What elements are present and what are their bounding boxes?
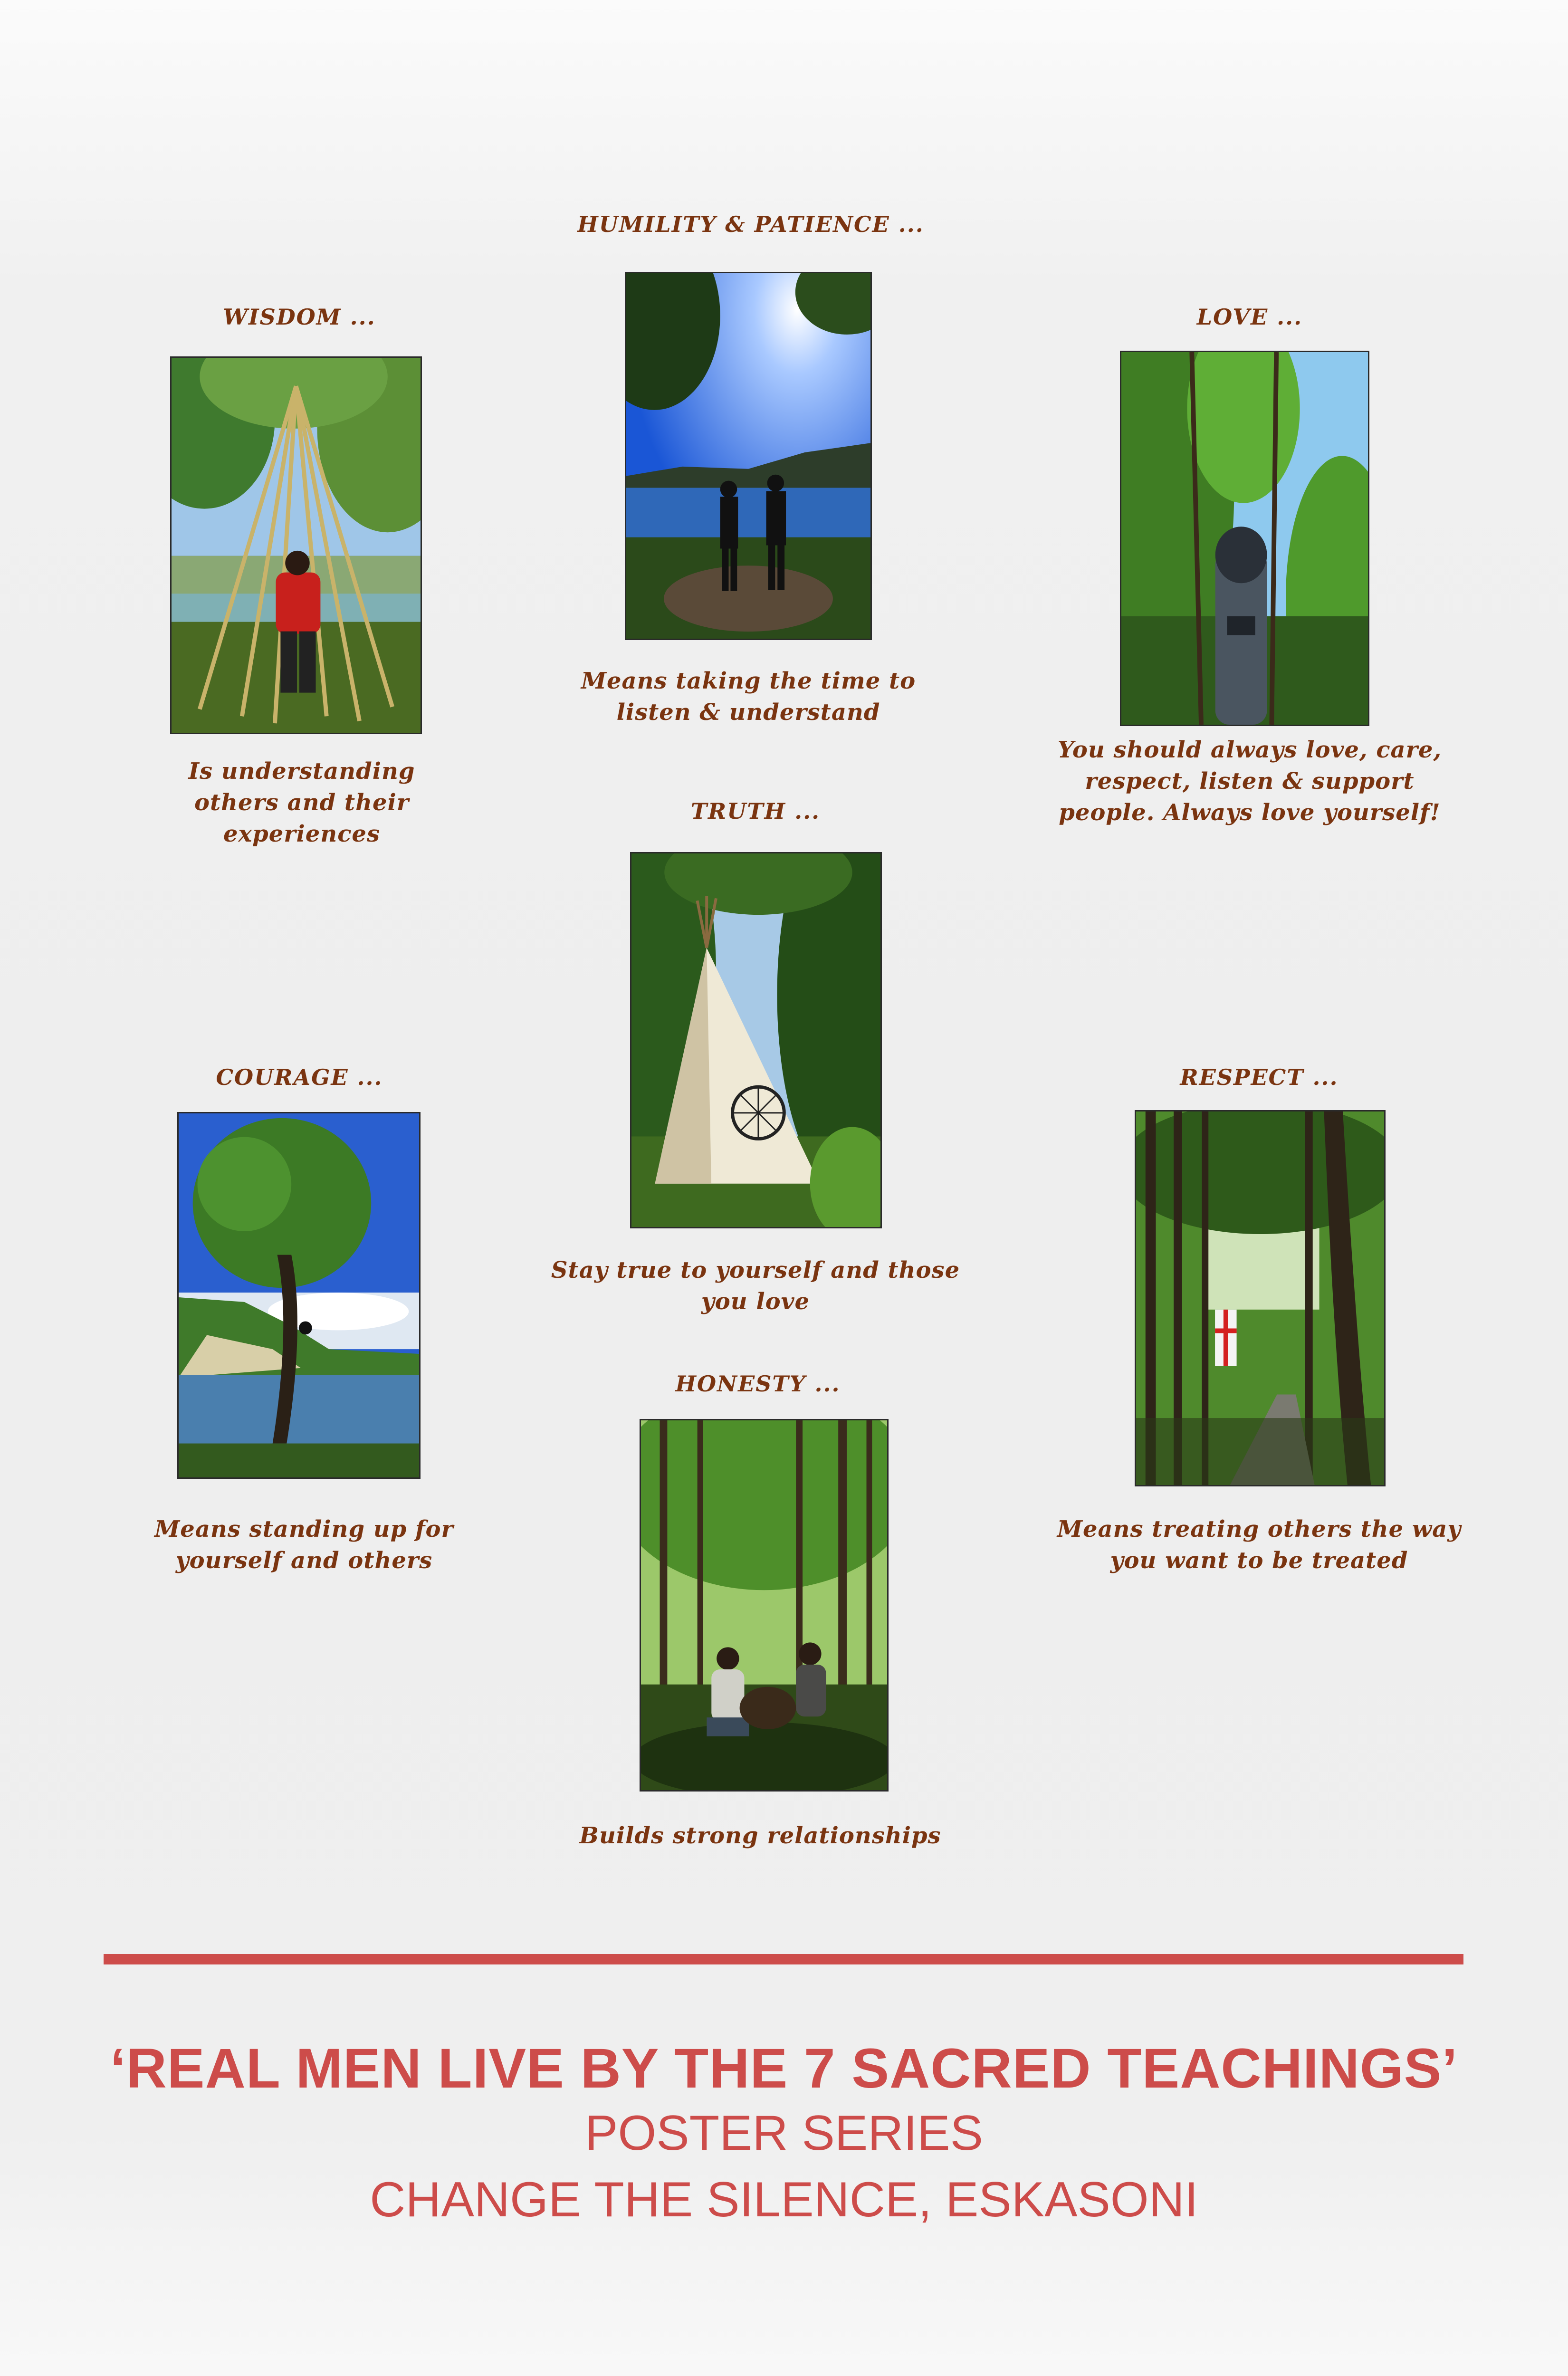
truth-caption: Stay true to yourself and those you love — [551, 1257, 960, 1315]
poster-organization-line: CHANGE THE SILENCE, ESKASONI — [370, 2172, 1198, 2227]
courage-label: COURAGE ... — [216, 1064, 383, 1090]
wisdom-label: WISDOM ... — [223, 304, 376, 330]
respect-label: RESPECT ... — [1180, 1064, 1339, 1090]
courage-photo — [177, 1112, 421, 1479]
wisdom-photo — [170, 356, 422, 734]
love-label: LOVE ... — [1196, 304, 1303, 330]
humility-patience-label: HUMILITY & PATIENCE ... — [577, 211, 924, 237]
respect-photo — [1135, 1110, 1386, 1486]
wisdom-caption: Is understanding others and their experiences — [188, 758, 415, 847]
love-caption: You should always love, care, respect, listen & support people. Always love yourself! — [1057, 737, 1442, 826]
footer-divider — [104, 1954, 1463, 1964]
poster-series-line: POSTER SERIES — [585, 2106, 983, 2161]
truth-photo — [630, 852, 882, 1228]
love-photo — [1120, 351, 1369, 726]
honesty-label: HONESTY ... — [675, 1371, 841, 1397]
truth-label: TRUTH ... — [690, 798, 821, 824]
respect-caption: Means treating others the way you want to be treated — [1057, 1516, 1462, 1574]
poster-title: ‘REAL MEN LIVE BY THE 7 SACRED TEACHINGS’ — [110, 2037, 1458, 2100]
honesty-caption: Builds strong relationships — [579, 1822, 941, 1849]
humility-patience-caption: Means taking the time to listen & understand — [581, 668, 916, 726]
honesty-photo — [640, 1419, 889, 1792]
humility-patience-photo — [625, 272, 872, 640]
courage-caption: Means standing up for yourself and others — [154, 1516, 454, 1574]
